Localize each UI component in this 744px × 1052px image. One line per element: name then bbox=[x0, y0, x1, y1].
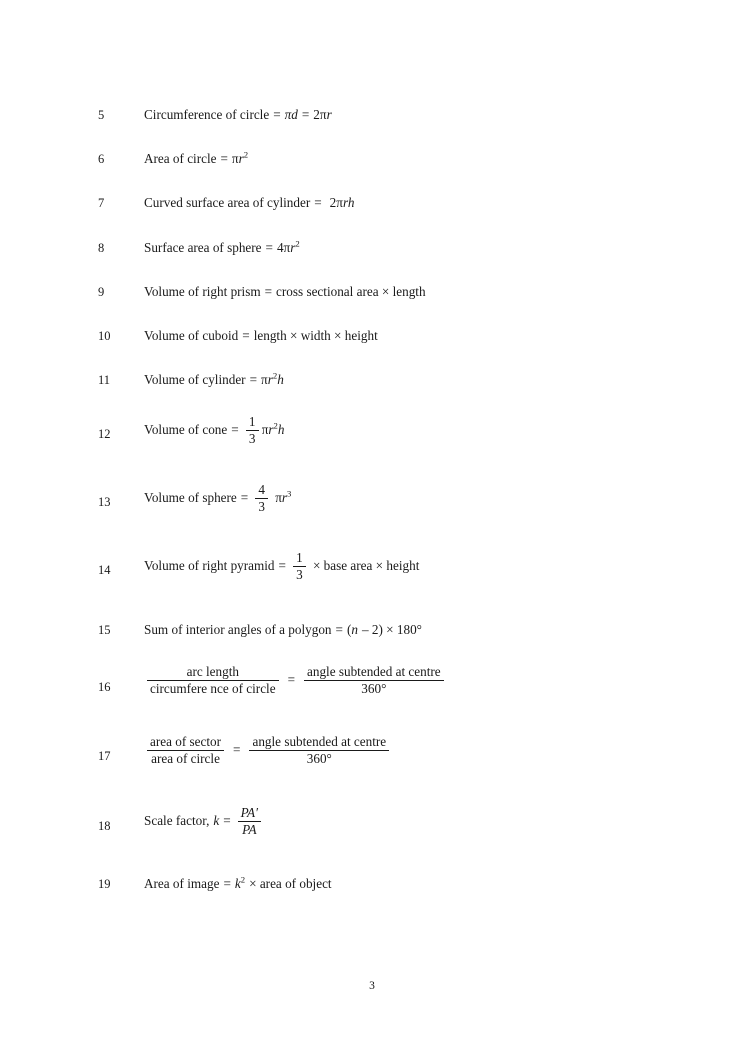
variable-k-19: k bbox=[234, 876, 241, 891]
variable-d-5: d bbox=[291, 107, 298, 122]
formula-item-7: Curved surface area of cylinder = 2πrh bbox=[144, 195, 355, 210]
item-number-5: 5 bbox=[98, 108, 105, 122]
page-number: 3 bbox=[369, 980, 375, 992]
formula-item-19 bbox=[144, 874, 332, 892]
variable-h-12: h bbox=[277, 422, 285, 438]
exponent-11: 2 bbox=[272, 370, 278, 381]
fraction-denominator-12: 3 bbox=[248, 431, 256, 447]
equals-sign-6: = bbox=[220, 151, 228, 166]
formula-item-6: Area of circle = $\pi r^2$ bbox=[144, 149, 249, 166]
fraction-one-third-14 bbox=[293, 551, 306, 583]
formula-label-14: Volume of right pyramid bbox=[144, 558, 275, 574]
formula-item-10 bbox=[144, 329, 378, 344]
item-number-11: 11 bbox=[98, 373, 111, 387]
equals-sign-17: = bbox=[233, 742, 241, 758]
equals-sign-14: = bbox=[278, 558, 286, 574]
fraction-left-16 bbox=[147, 665, 279, 697]
item-number-18: 18 bbox=[98, 819, 111, 833]
fraction-numerator-12: 1 bbox=[248, 414, 256, 429]
formula-label-9: Volume of right prism bbox=[144, 284, 261, 299]
fraction-scale-factor-18 bbox=[238, 806, 261, 838]
formula-label-8: Surface area of sphere bbox=[144, 240, 262, 255]
fraction-denominator-left-16: circumfere nce of circle bbox=[150, 681, 276, 697]
fraction-denominator-right-17: 360° bbox=[306, 751, 332, 767]
formula-item-9 bbox=[144, 285, 426, 300]
equals-sign-12: = bbox=[231, 422, 239, 438]
equals-sign-8: = bbox=[265, 240, 273, 255]
fraction-numerator-right-17: angle subtended at centre bbox=[252, 734, 387, 749]
fraction-numerator-left-17: area of sector bbox=[150, 734, 222, 749]
formula-item-16 bbox=[144, 665, 447, 697]
formula-label-19: Area of image bbox=[144, 876, 220, 891]
formula-label-10: Volume of cuboid bbox=[144, 328, 239, 343]
exponent-12: 2 bbox=[273, 421, 278, 432]
fraction-denominator-18: PA bbox=[242, 822, 257, 838]
formula-label-15: Sum of interior angles of a polygon bbox=[144, 622, 332, 637]
formula-item-11: Volume of cylinder = $\pi r^2h$ bbox=[144, 370, 284, 387]
formula-label-7: Curved surface area of cylinder bbox=[144, 195, 311, 210]
formula-item-17 bbox=[144, 735, 392, 767]
exponent-8: 2 bbox=[295, 238, 300, 249]
item-number-17: 17 bbox=[98, 749, 111, 763]
formula-item-14 bbox=[144, 551, 419, 583]
fraction-numerator-13: 4 bbox=[258, 482, 266, 497]
variable-r-5: r bbox=[326, 107, 332, 122]
fraction-denominator-left-17: area of circle bbox=[151, 751, 220, 767]
equals-sign-9: = bbox=[264, 284, 273, 299]
variable-k-18: k bbox=[213, 813, 220, 829]
item-number-12: 12 bbox=[98, 427, 111, 441]
fraction-numerator-left-16: arc length bbox=[186, 664, 239, 679]
equals-sign-16: = bbox=[287, 672, 295, 688]
item-number-19: 19 bbox=[98, 877, 111, 891]
item-number-9: 9 bbox=[98, 285, 105, 299]
fraction-one-third-12 bbox=[246, 415, 259, 447]
fraction-numerator-14: 1 bbox=[296, 550, 303, 565]
item-number-8: 8 bbox=[98, 241, 105, 255]
formula-label-11: Volume of cylinder bbox=[144, 372, 246, 387]
equals-sign-11: = bbox=[249, 372, 258, 387]
formula-item-5: Circumference of circle = πd = 2πr bbox=[144, 107, 332, 122]
formula-item-8: Surface area of sphere = $4\pi r^2$ bbox=[144, 238, 300, 255]
formula-item-15 bbox=[144, 623, 422, 638]
formula-label-12: Volume of cone bbox=[144, 422, 228, 438]
formula-item-18 bbox=[144, 806, 264, 838]
item-number-14: 14 bbox=[98, 563, 111, 577]
fraction-left-17 bbox=[147, 735, 224, 767]
variable-h-11: h bbox=[277, 372, 284, 387]
variable-n-15: n bbox=[351, 622, 358, 637]
item-number-7: 7 bbox=[98, 196, 105, 210]
fraction-four-thirds-13 bbox=[255, 483, 268, 515]
fraction-denominator-13: 3 bbox=[258, 499, 266, 515]
exponent-6: 2 bbox=[243, 149, 249, 160]
fraction-denominator-14: 3 bbox=[296, 567, 303, 583]
equals-sign-10: = bbox=[242, 328, 250, 343]
item-number-15: 15 bbox=[98, 623, 111, 637]
equals-sign-7: = bbox=[314, 195, 322, 210]
item-number-6: 6 bbox=[98, 152, 105, 166]
equals-sign-15: = bbox=[335, 622, 343, 637]
equals-sign-18: = bbox=[223, 813, 231, 829]
equals-sign-5b: = bbox=[301, 107, 310, 122]
item-number-13: 13 bbox=[98, 495, 111, 509]
fraction-right-16 bbox=[304, 665, 444, 697]
item-number-10: 10 bbox=[98, 329, 111, 343]
equals-sign-19: = bbox=[223, 876, 231, 891]
equals-sign-13: = bbox=[240, 490, 249, 506]
exponent-13: 3 bbox=[287, 489, 292, 500]
fraction-numerator-18: PA′ bbox=[240, 805, 258, 820]
item-number-16: 16 bbox=[98, 680, 111, 694]
formula-label-18: Scale factor, bbox=[144, 813, 210, 829]
formula-label-13: Volume of sphere bbox=[144, 490, 237, 506]
formula-expr-10: length × width × height bbox=[253, 328, 378, 343]
fraction-numerator-right-16: angle subtended at centre bbox=[307, 664, 441, 679]
paren-open-15: ( bbox=[346, 622, 352, 637]
equals-sign-5: = bbox=[273, 107, 281, 122]
formula-item-12: Volume of cone = $\frac{1}{3}$ $\pi r^2h$ bbox=[144, 414, 285, 447]
formula-label-6: Area of circle bbox=[144, 151, 217, 166]
formula-expr-9: cross sectional area × length bbox=[276, 284, 426, 299]
formula-label-5: Circumference of circle bbox=[144, 107, 270, 122]
formula-item-13: Volume of sphere = $\frac{4}{3}$ $\pi r^3$ bbox=[144, 482, 292, 515]
exponent-19: 2 bbox=[240, 874, 246, 885]
formula-suffix-19: × area of object bbox=[249, 876, 332, 891]
fraction-denominator-right-16: 360° bbox=[361, 681, 387, 697]
formula-tail-15: – 2) × 180° bbox=[361, 622, 422, 637]
formula-suffix-14: × base area × height bbox=[312, 558, 420, 574]
fraction-right-17 bbox=[249, 735, 389, 767]
